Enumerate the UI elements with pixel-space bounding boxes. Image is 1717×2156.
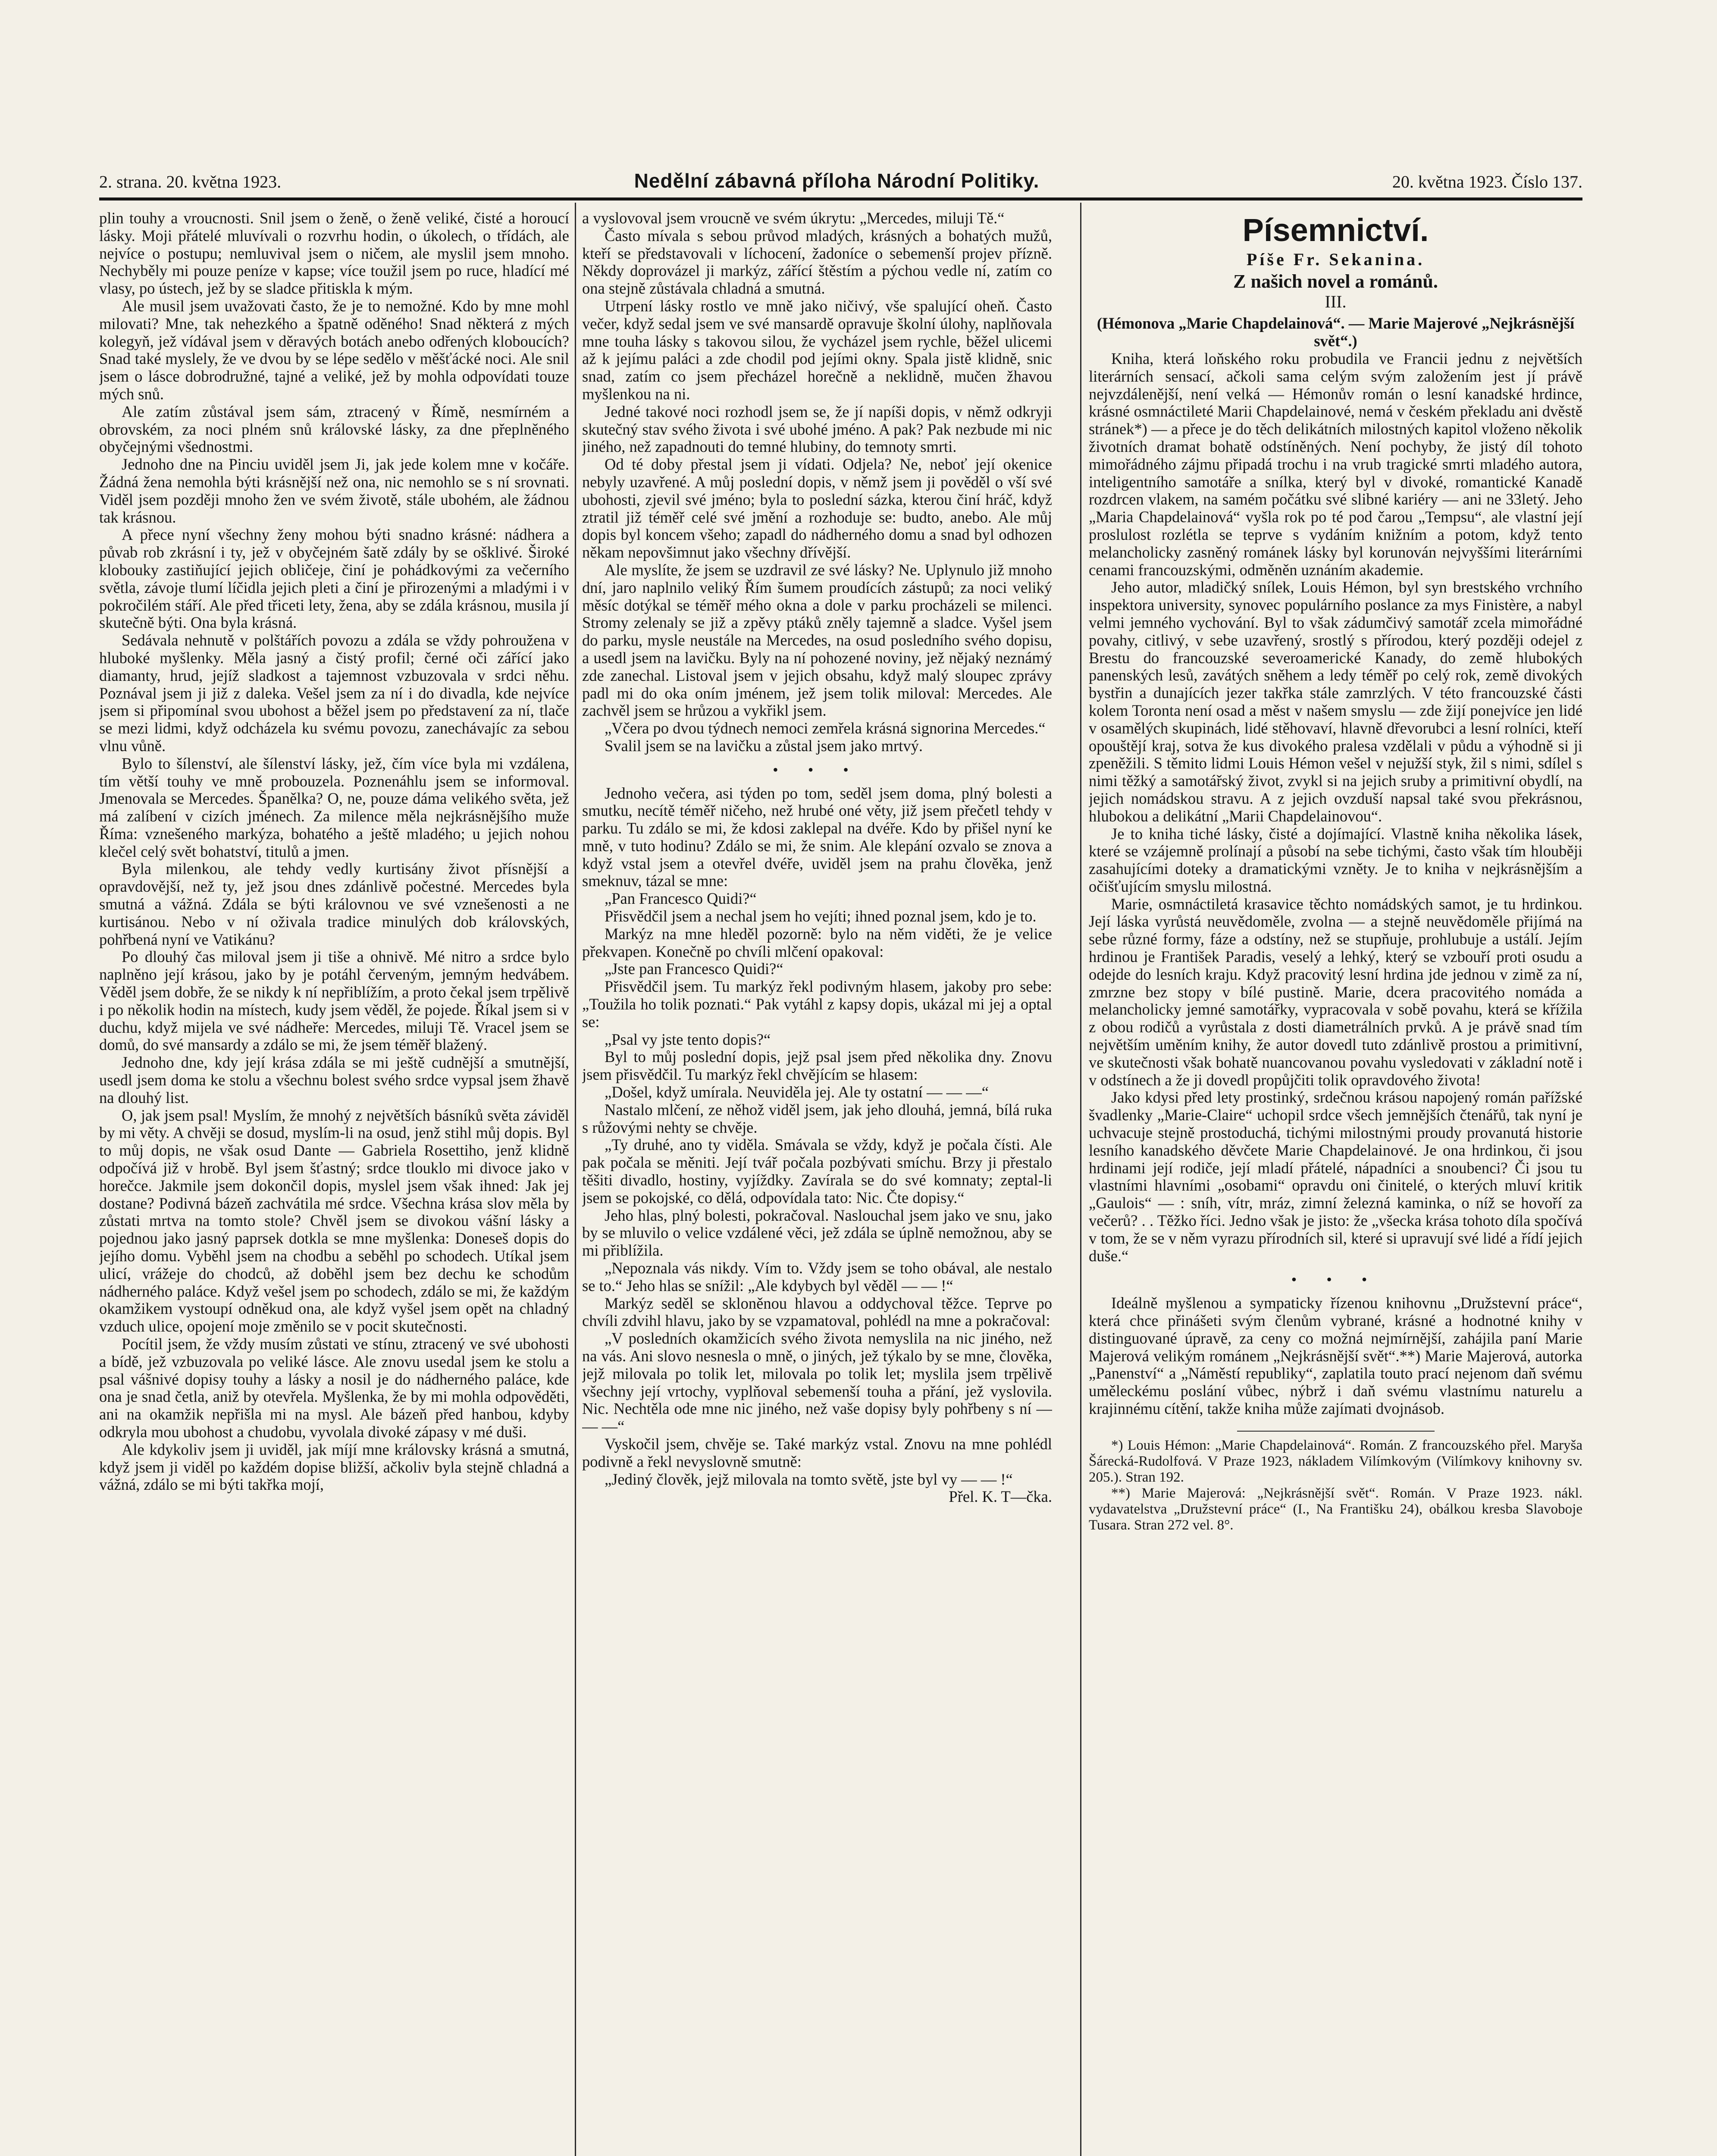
column-rule-2: [1080, 203, 1081, 2156]
paragraph: Jedné takové noci rozhodl jsem se, že jí napíši dopis, v němž odkryji skutečný stav svého života i své ubohé jméno. A pak? Pak nezbude mi nic jiného, než zapadnouti do temné hlubiny, do temnoty smrti.: [582, 402, 1052, 456]
paragraph: Marie, osmnáctiletá krasavice těchto nomádských samot, je tu hrdinkou. Její láska vyrůstá neuvědoměle, zvolna — a stejně neuvědoměle přijímá na sebe různé formy, fáze a odstíny, než se stupňuje, prohlubuje a ustálí. Jejím hrdinou je František Paradis, veselý a lehký, který se vzbouří proti osudu a odejde do lesních kraju. Když pracovitý lesní hrdina jde jednou v zimě za ní, zmrzne bez stopy v bílé pustině. Marie, dcera pracovitého nomáda a melancholicky jemné samotářky, vypracovala v sobě povahu, která se křížila z obou rodičů a vyrůstala z dosti diametrálních prvků. A je právě snad tím největším uměním knihy, že autor dovedl tuto zdánlivě prostou a primitivní, ve skutečnosti však bohatě nuancovanou povahu vysledovati v základní notě i v odstínech a že ji dovedl propůjčiti tolik opravdového života!: [1089, 895, 1582, 1089]
paragraph: „Jediný člověk, jejž milovala na tomto světě, jste byl vy — — !“: [605, 1470, 1013, 1488]
paragraph: „Včera po dvou týdnech nemoci zemřela krásná signorina Mercedes.“: [605, 719, 1046, 737]
header-rule: [99, 197, 1582, 201]
paragraph: Ideálně myšlenou a sympaticky řízenou knihovnu „Družstevní práce“, která chce přinášeti svým členům vybrané, krásné a hodnotné knihy v distinguované úpravě, za ceny co možná nejmírnější, zahájila paní Marie Majerová velikým románem „Nejkrásnější svět“.**) Marie Majerová, autorka „Panenství“ a „Náměstí republiky“, zaplatila touto prací nejenom daň svému uměleckému poslání vůbec, nýbrž i daň svému vlastnímu naturelu a krajinnému cítění, takže kniha může zajímati dvojnásob.: [1089, 1294, 1582, 1417]
header-left-date: 2. strana. 20. května 1923.: [99, 172, 282, 191]
paragraph: Jeho autor, mladičký snílek, Louis Hémon, byl syn brestského vrchního inspektora university, synovec populárního poslance za mys Finistère, a nabyl velmi jemného vychování. Byl to však zádumčivý samotář zcela mimořádné povahy, citlivý, v sebe uzavřený, srostlý s přírodou, který později odejel z Brestu do francouzské severoamerické Kanady, do země hlubokých panenských lesů, zavátých sněhem a ledy téměř po celý rok, země divokých bystřin a dunajících jezer takřka stále zamrzlých. V této francouzské části kolem Toronta není osad a měst v našem smyslu — zde žijí ponejvíce jen lidé v osamělých skupinách, lidé stěhovaví, hlavně dřevorubci a lesní rolníci, kteří opouštějí kraj, sotva že kus divokého pralesa vzdělali v půdu a výhodně si ji zpeněžili. S těmito lidmi Louis Hémon vešel v nejužší styk, žil s nimi, sdílel s nimi těžký a samotářský život, zvykl si na jejich sruby a primitivní obydlí, na jejich nomádskou stravu. A z jejich ovzduší napsal také svou překrásnou, hlubokou a delikátní „Marii Chapdelainovou“.: [1089, 578, 1582, 825]
paragraph: Kniha, která loňského roku probudila ve Francii jednu z největších literárních sensací, ačkoli sama celým svým založením jest jí právě nejvzdálenější, není velká — Hémonův román o lesní kanadské hrdince, krásné osmnáctileté Marii Chapdelainové, nemá v českém překladu ani dvěstě stránek*) — a přece je do těch delikátních milostných kapitol vloženo několik životních dramat bohatě odstíněných. Není pochyby, že jistý díl tohoto mimořádného zájmu připadá trochu i na vrub tragické smrti mladého autora, inteligentního samotáře a snílka, který byl v divoké, romantické Kanadě rozdrcen vlakem, na samém počátku své slibné kariéry — ani ne 33letý. Jeho „Maria Chapdelainová“ vyšla rok po té pod čarou „Tempsu“, ale vlastní její proslulost rozlétla se teprve s vydáním knižním a potom, když tento melancholicky zasněný románek lásky byl korunován nejvyššími literárními cenami francouzskými, odměněn uznáním akademie.: [1089, 349, 1582, 579]
paragraph: „Ty druhé, ano ty viděla. Smávala se vždy, když je počala čísti. Ale pak počala se měniti. Její tvář počala pozbývati smíchu. Brzy ji přestalo těšiti divadlo, hostiny, vyjíždky. Zavírala se do své komnaty; zeptal-li jsem se pokojské, co dělá, odpovídala tato: Nic. Čte dopisy.“: [582, 1136, 1052, 1206]
paragraph: Jednoho dne, kdy její krása zdála se mi ještě cudnější a smutnější, usedl jsem doma ke stolu a všechnu bolest svého srdce vypsal jsem žhavě na dlouhý list.: [99, 1053, 569, 1106]
paragraph: Ale zatím zůstával jsem sám, ztracený v Římě, nesmírném a obrovském, za noci plném snů královské lásky, za dne přeplněného obyčejnými všednostmi.: [99, 402, 569, 456]
paragraph: Bylo to šílenství, ale šílenství lásky, jež, čím více byla mi vzdálena, tím větší touhy ve mně probouzela. Poznenáhlu jsem se informoval. Jmenovala se Mercedes. Španělka? O, ne, pouze dáma velikého světa, jež má zalíbení v cizích jménech. Za milence měla nejkrásnějšího muže Říma: vznešeného markýza, bohatého a ještě mladého; u jejich nohou klečel celý svět bohatství, titulů a jmen.: [99, 754, 569, 860]
section-separator: • • •: [1291, 1271, 1380, 1288]
paragraph: Nastalo mlčení, ze něhož viděl jsem, jak jeho dlouhá, jemná, bílá ruka s růžovými nehty se chvěje.: [582, 1100, 1052, 1136]
paragraph: Jednoho večera, asi týden po tom, seděl jsem doma, plný bolesti a smutku, necítě téměř ničeho, než hrubé oné věty, již jsem přečetl tehdy v parku. Tu zdálo se mi, že kdosi zaklepal na dvéře. Kdo by přišel nyní ke mně, v tuto hodinu? Zdálo se mi, že snim. Ale klepání ozvalo se znova a když vstal jsem a otevřel dvéře, uviděl jsem na prahu člověka, jenž smeknuv, tázal se mne:: [582, 784, 1052, 890]
translator-signature: Přel. K. T—čka.: [949, 1488, 1052, 1506]
footnote: *) Louis Hémon: „Marie Chapdelainová“. Román. Z francouzského přel. Maryša Šárecká-Rudolfová. V Praze 1923, nákladem Vilímkovým (Vilímkovy knihovny sv. 205.). Stran 192.: [1089, 1437, 1582, 1485]
paragraph: Byl to můj poslední dopis, jejž psal jsem před několika dny. Znovu jsem přisvědčil. Tu markýz řekl chvějícím se hlasem:: [582, 1048, 1052, 1084]
paragraph: Přisvědčil jsem. Tu markýz řekl podivným hlasem, jakoby pro sebe: „Toužila ho tolik poznati.“ Pak vytáhl z kapsy dopis, ukázal mi jej a optal se:: [582, 978, 1052, 1031]
footnote: **) Marie Majerová: „Nejkrásnější svět“. Román. V Praze 1923. nákl. vydavatelstva „Družstevní práce“ (I., Na Františku 24), obálkou kresba Slavoboje Tusara. Stran 272 vel. 8°.: [1089, 1485, 1582, 1533]
paragraph: Pocítil jsem, že vždy musím zůstati ve stínu, ztracený ve své ubohosti a bídě, jež vzbuzovala po veliké lásce. Ale znovu usedal jsem ke stolu a psal vášnivé dopisy touhy a lásky a nosil je do nádherného paláce, kde ona je snad četla, aniž by otevřela. Myšlenka, že by mi mohla odpověděti, ani na okamžik nepřišla mi na mysl. Ale bázeň před hanbou, kdyby odkryla mou ubohost a chudobu, vyvolala divoké zápasy v mé duši.: [99, 1335, 569, 1441]
section-title: Písemnictví.: [1242, 212, 1429, 248]
paragraph: Po dlouhý čas miloval jsem ji tiše a ohnivě. Mé nitro a srdce bylo naplněno její krásou, jako by je potáhl červeným, jemným hedvábem. Věděl jsem dobře, že se nikdy k ní nepřiblížím, a proto čekal jsem trpělivě i po několik hodin na místech, kudy jsem věděl, že pojede. Říkal jsem si v duchu, když mijela ve své nádheře: Mercedes, miluji Tě. Vracel jsem se domů, do své mansardy a zdálo se mi, že jsem téměř blažený.: [99, 948, 569, 1054]
header-masthead: Nedělní zábavná příloha Národní Politiky.: [634, 169, 1040, 192]
paragraph: „Došel, když umírala. Neuviděla jej. Ale ty ostatní — — —“: [605, 1083, 989, 1101]
column-2-story-continuation: [582, 210, 1052, 2156]
paragraph: „V posledních okamžicích svého života nemyslila na nic jiného, než na vás. Ani slovo nesnesla o mně, o jiných, jež týkalo by se mne, člověka, jejž milovala po tolik let, milovala po tolik let; myslila jsem trpělivě všechny její vrtochy, vyplňoval sebemenší touha a přání, jež vyslovila. Nic. Nechtěla ode mne nic jiného, než vaše dopisy byly pohřbeny s ní — — —“: [582, 1329, 1052, 1435]
paragraph: Ale myslíte, že jsem se uzdravil ze své lásky? Ne. Uplynulo již mnoho dní, jaro naplnilo veliký Řím šumem proudících zástupů; za noci veliký měsíc dotýkal se téměř mého okna a dole v parku procházeli se milenci. Stromy zelenaly se již a zpěvy ptáků zněly tajemně a sladce. Vyšel jsem do parku, mysle neustále na Mercedes, na osud posledního svého dopisu, a usedl jsem na lavičku. Byly na ní pohozené noviny, jež nějaký neznámý zde zanechal. Listoval jsem v jejich obsahu, když malý sloupec zprávy padl mi do oka oním jménem, jež jsem tolik miloval: Mercedes. Ale zachvěl jsem se hrůzou a vykřikl jsem.: [582, 561, 1052, 720]
paragraph: Ale musil jsem uvažovati často, že je to nemožné. Kdo by mne mohl milovati? Mne, tak nehezkého a špatně oděného! Snad některá z mých kolegyň, jež vídával jsem v děravých botách anebo odřených kloboucích? Snad také myslely, že ve dvou by se lépe sedělo v měšťácké noci. Ale snil jsem o lásce dobrodružné, tajné a veliké, jež by mohla odpovídati touze mých snů.: [99, 297, 569, 403]
section-separator: • • •: [773, 761, 862, 778]
article-byline: Píše Fr. Sekanina.: [1246, 250, 1425, 269]
page-header: [99, 169, 1582, 195]
paragraph: Jeho hlas, plný bolesti, pokračoval. Naslouchal jsem jako ve snu, jako by se mluvilo o velice vzdálené věci, jež zdála se úplně nemožnou, aby se mi přiblížila.: [582, 1206, 1052, 1260]
paragraph: Byla milenkou, ale tehdy vedly kurtisány život přísnější a opravdovější, než ty, jež jsou dnes zdánlivě počestné. Mercedes byla smutná a vážná. Zdála se býti královnou ve své vznešenosti a ne kurtisánou. Nebo v ní oživala tradice minulých dob královských, pohřbená nyní ve Vatikánu?: [99, 860, 569, 948]
paragraph: Markýz na mne hleděl pozorně: bylo na něm viděti, že je velice překvapen. Konečně po chvíli mlčení opakoval:: [582, 924, 1052, 960]
paragraph: „Jste pan Francesco Quidi?“: [605, 960, 783, 978]
paragraph: Jednoho dne na Pinciu uviděl jsem Ji, jak jede kolem mne v kočáře. Žádná žena nemohla býti krásnější než ona, nic nemohlo se s ní srovnati. Viděl jsem později mnoho žen ve svém životě, stále ubohém, ale žádnou tak krásnou.: [99, 455, 569, 526]
paragraph: Markýz seděl se skloněnou hlavou a oddychoval těžce. Teprve po chvíli zdvihl hlavu, jako by se vzpamatoval, pohlédl na mne a pokračoval:: [582, 1294, 1052, 1330]
paragraph: Sedávala nehnutě v polštářích povozu a zdála se vždy pohroužena v hluboké myšlenky. Měla jasný a čistý profil; černé oči zářící jako diamanty, hrud, jejíž sladkost a tajemnost vzbuzovala v srdci něhu. Poznával jsem ji již z daleka. Vešel jsem za ní i do divadla, kde nejvíce jsem si připomínal svou ubohost a běžel jsem po představení za ní, tlače se mezi lidmi, když odcházela ku svému povozu, zanechávajíc za sebou vlnu vůně.: [99, 631, 569, 755]
paragraph: „Psal vy jste tento dopis?“: [605, 1030, 771, 1048]
column-3-literature-section: [1089, 210, 1582, 2156]
paragraph: O, jak jsem psal! Myslím, že mnohý z největších básníků světa záviděl by mi věty. A chvěji se dosud, myslím-li na osud, jenž stihl můj dopis. Byl to můj dopis, ne však osud Dante — Gabriela Rosettiho, jenž klidně odpočívá již v hrobě. Byl jsem šťastný; srdce tlouklo mi divoce jako v horečce. Jakmile jsem dokončil dopis, myslel jsem však ihned: Jak jej dostane? Podivná bázeň zachvátila mé srdce. Všechna krása slov měla by zůstati mrtva na tomto stole? Chvěl jsem se divokou vášní lásky a pojednou jako jasný paprsek dotkla se mne myšlenka: Doneseš dopis do jejího domu. Vyběhl jsem na chodbu a seběhl po schodech. Utíkal jsem ulicí, vrážeje do chodců, až doběhl jsem bez dechu ke schodům nádherného paláce. Když vešel jsem po schodech, zdálo se mi, že každým okamžikem vystoupí odněkud ona, ale když vyšel jsem opět na chladný vzduch ulice, opojení moje změnilo se v pocit skutečnosti.: [99, 1106, 569, 1335]
paragraph: „Nepoznala vás nikdy. Vím to. Vždy jsem se toho obával, ale nestalo se to.“ Jeho hlas se snížil: „Ale kdybych byl věděl — — !“: [582, 1259, 1052, 1294]
paragraph: A přece nyní všechny ženy mohou býti snadno krásné: nádhera a půvab rob zkrásní i ty, jež v obyčejném šatě zdály by se ošklivé. Široké klobouky zastiňující jejich obličeje, činí je pohádkovými za večerního světla, závoje tlumí líčidla jejich pleti a činí je přirozenými a mladými i v pokročilém stáří. Ale před třiceti lety, žena, aby se zdála krásnou, musila jí skutečně býti. Ona byla krásná.: [99, 526, 569, 632]
paragraph: Jako kdysi před lety prostinký, srdečnou krásou napojený román pařížské švadlenky „Marie-Claire“ uchopil srdce všech jemnějších čtenářů, tak nyní je uchvacuje stejně prostoduchá, tichými milostnými proudy provanutá historie lesního kanadského děvčete Marie Chapdelainové. Je ona hrdinkou, či jsou hrdinami její rodiče, její mladí přátelé, nápadníci a snoubenci? Či jsou tu vlastními hlavními „osobami“ opravdu oni činitelé, o kterých mluví kritik „Gaulois“ — : sníh, vítr, mráz, zimní železná kaminka, o níž se hovoří za večerů? . . Těžko říci. Jedno však je jisto: že „všecka krása tohoto díla spočívá v tom, že se v něm vyrazu přírodních sil, které si upravují své lidé a řídí jejich duše.“: [1089, 1088, 1582, 1265]
article-part-number: III.: [1325, 291, 1347, 311]
paragraph: Utrpení lásky rostlo ve mně jako ničivý, vše spalující oheň. Často večer, když sedal jsem ve své mansardě opravuje školní úlohy, naplňovala mne touha lásky s takovou silou, že vycházel jsem rychle, běžel ulicemi až k jejímu paláci a zde chodil pod jejími okny. Spala jistě klidně, snic snad, zatím co jsem přecházel horečně a neklidně, mučen žhavou myšlenkou na ni.: [582, 297, 1052, 403]
paragraph: a vyslovoval jsem vroucně ve svém úkrytu: „Mercedes, miluji Tě.“: [582, 210, 1005, 227]
paragraph: Ale kdykoliv jsem ji uviděl, jak míjí mne královsky krásná a smutná, když jsem ji viděl po každém dopise bližší, ačkoliv byla stejně chladná a vážná, zdálo se mi býti takřka mojí,: [99, 1440, 569, 1494]
header-right-issue: 20. května 1923. Číslo 137.: [1392, 172, 1582, 191]
paragraph: Je to kniha tiché lásky, čisté a dojímající. Vlastně kniha několika lásek, které se vzájemně prolínají a působí na sebe tichými, často však tím hlouběji zasahujícími doteky a dramatickými vzněty. Je to kniha v nejkrásnějším a očišťujícím smyslu milostná.: [1089, 824, 1582, 895]
reviewed-books: (Hémonova „Marie Chapdelainová“. — Marie Majerové „Nejkrásnější svět“.): [1097, 314, 1575, 350]
paragraph: Od té doby přestal jsem ji vídati. Odjela? Ne, neboť její okenice nebyly uzavřené. A můj poslední dopis, v němž jsem ji pověděl o vší své ubohosti, zjevil své jméno; byla to poslední sázka, kterou činí hráč, když ztratil již téměř celé své jmění a rozhoduje se: budto, anebo. Ale můj dopis byl koncem všeho; zapadl do nádherného domu a snad byl odhozen někam nepovšimnut jako všechny dřívější.: [582, 455, 1052, 561]
paragraph: Přisvědčil jsem a nechal jsem ho vejíti; ihned poznal jsem, kdo je to.: [605, 907, 1037, 925]
paragraph: Svalil jsem se na lavičku a zůstal jsem jako mrtvý.: [605, 736, 923, 755]
paragraph: Často mívala s sebou průvod mladých, krásných a bohatých mužů, kteří se představovali v líchocení, žadoníce o sebemenší projev přízně. Někdy doprovázel ji markýz, zářící štěstím a pýchou vedle ní, zatím co ona stejně zůstávala chladná a smutná.: [582, 226, 1052, 298]
article-subtitle: Z našich novel a románů.: [1233, 270, 1438, 292]
paragraph: Vyskočil jsem, chvěje se. Také markýz vstal. Znovu na mne pohlédl podivně a řekl nevyslovně smutně:: [582, 1435, 1052, 1470]
paragraph: plin touhy a vroucnosti. Snil jsem o ženě, o ženě veliké, čisté a horoucí lásky. Moji přátelé mluvívali o rozvrhu hodin, o úkolech, o třídách, ale nejvíce o postupu; nemluvival jsem o ničem, ale myslil jsem mnoho. Nechyběly mi pouze peníze v kapse; více toužil jsem po ruce, hladící mé vlasy, po ústech, jež by se sladce přitiskla k mým.: [99, 210, 569, 298]
footnote-rule: [1237, 1431, 1435, 1432]
paragraph: „Pan Francesco Quidi?“: [605, 890, 757, 908]
column-1-story-continuation: [99, 210, 569, 2156]
column-rule-1: [575, 203, 576, 2156]
